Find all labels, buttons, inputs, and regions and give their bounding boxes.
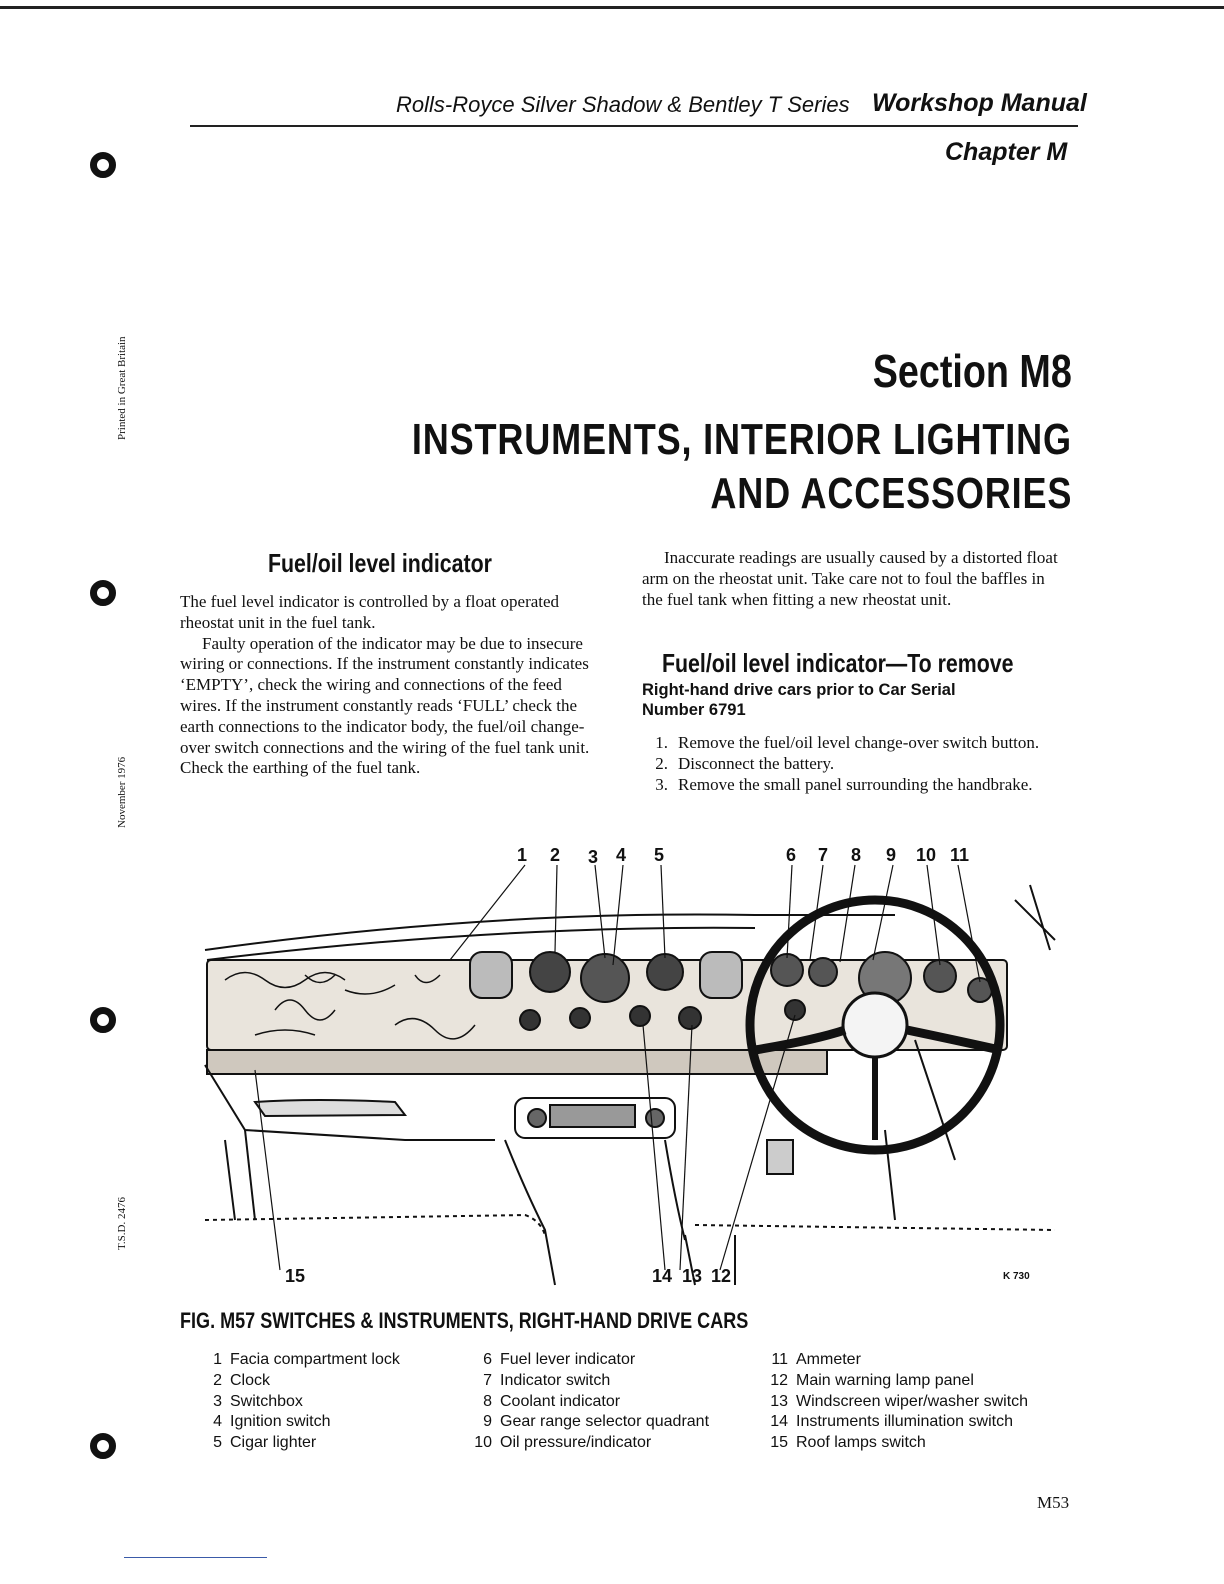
step-1: 1. Remove the fuel/oil level change-over switch button.: [655, 733, 1040, 752]
callout-8: 8: [851, 845, 862, 865]
callout-2: 2: [550, 845, 561, 865]
legend-item: 10 Oil pressure/indicator: [474, 1434, 652, 1452]
callout-6: 6: [786, 845, 797, 865]
legend-item: 12 Main warning lamp panel: [770, 1371, 974, 1389]
legend-item: 5 Cigar lighter: [213, 1434, 317, 1452]
callout-10: 10: [916, 845, 937, 865]
legend-item: 14 Instruments illumination switch: [770, 1413, 1013, 1431]
step-2: 2. Disconnect the battery.: [655, 753, 835, 773]
legend-item: 8 Coolant indicator: [483, 1392, 621, 1410]
callout-13: 13: [682, 1266, 703, 1286]
legend-column-2: [468, 1350, 709, 1454]
margin-tsd: T.S.D. 2476: [116, 1197, 128, 1250]
callout-11: 11: [950, 845, 970, 865]
legend-item: 11 Ammeter: [771, 1351, 861, 1368]
bottom-rule: [124, 1557, 267, 1558]
punch-hole: [90, 580, 116, 606]
punch-hole: [90, 1007, 116, 1033]
margin-printed: Printed in Great Britain: [116, 336, 128, 440]
legend-column-3: [764, 1350, 1028, 1454]
punch-hole: [90, 152, 116, 178]
paragraph: Faulty operation of the indicator may be due to insecure wiring or connections. If the instrument constantly indicates ‘EMPTY’, check the wiring and connections of the feed wires. If the instrument constantly reads ‘FULL’ check the earth connections to the indicator body, the fuel/oil change-over switch connections and the wiring of the fuel tank unit. Check the earthing of the fuel tank.: [180, 633, 590, 778]
section-number: Section M8: [872, 345, 1072, 397]
section-title-line1: INSTRUMENTS, INTERIOR LIGHTING: [411, 415, 1072, 464]
callout-3: 3: [588, 847, 599, 867]
legend-item: 7 Indicator switch: [483, 1371, 611, 1389]
left-column-text: [180, 592, 595, 779]
page-number: M53: [1037, 1493, 1070, 1512]
heading-fuel-oil-indicator: Fuel/oil level indicator: [268, 548, 492, 578]
legend-item: 1 Facia compartment lock: [213, 1351, 400, 1368]
removal-steps: [632, 733, 1112, 795]
paragraph: Inaccurate readings are usually caused by a distorted float arm on the rheostat unit. Take care not to foul the baffles in the fuel tank when fitting a new rheostat unit.: [642, 548, 1058, 609]
right-column-text: [642, 548, 1067, 610]
dashboard-illustration: [195, 840, 1065, 1290]
header-rule: [190, 125, 1078, 127]
top-rule: [0, 6, 1224, 9]
dashboard-figure: [195, 840, 1065, 1290]
manual-title: Workshop Manual: [872, 89, 1087, 117]
punch-hole: [90, 1433, 116, 1459]
legend-item: 9 Gear range selector quadrant: [483, 1413, 710, 1431]
heading-to-remove: Fuel/oil level indicator—To remove: [662, 648, 1014, 678]
legend-item: 4 Ignition switch: [213, 1413, 331, 1431]
step-3: 3. Remove the small panel surrounding the handbrake.: [655, 774, 1033, 794]
callout-9: 9: [886, 845, 897, 865]
legend-item: 6 Fuel lever indicator: [483, 1351, 636, 1368]
callout-12: 12: [711, 1266, 732, 1286]
margin-date: November 1976: [116, 756, 128, 828]
callout-5: 5: [654, 845, 665, 865]
figure-ref: K 730: [1003, 1271, 1030, 1282]
subheading-rhd-cars: Right-hand drive cars prior to Car Serial Number 6791: [642, 681, 956, 719]
chapter-title: Chapter M: [945, 138, 1068, 166]
legend-item: 2 Clock: [213, 1371, 271, 1389]
callout-14: 14: [652, 1266, 673, 1286]
callout-1: 1: [517, 845, 528, 865]
legend-item: 3 Switchbox: [213, 1392, 303, 1410]
legend-item: 15 Roof lamps switch: [770, 1434, 926, 1452]
legend-column-1: [198, 1350, 400, 1454]
section-title-line2: AND ACCESSORIES: [710, 469, 1072, 518]
callout-4: 4: [616, 845, 627, 865]
figure-caption: FIG. M57 SWITCHES & INSTRUMENTS, RIGHT-HAND DRIVE CARS: [180, 1308, 749, 1333]
paragraph: The fuel level indicator is controlled by a float operated rheostat unit in the fuel tank.: [180, 592, 560, 632]
callout-15: 15: [285, 1266, 306, 1286]
book-title: Rolls-Royce Silver Shadow & Bentley T Series: [396, 92, 850, 117]
callout-7: 7: [818, 845, 829, 865]
legend-item: 13 Windscreen wiper/washer switch: [770, 1392, 1029, 1410]
